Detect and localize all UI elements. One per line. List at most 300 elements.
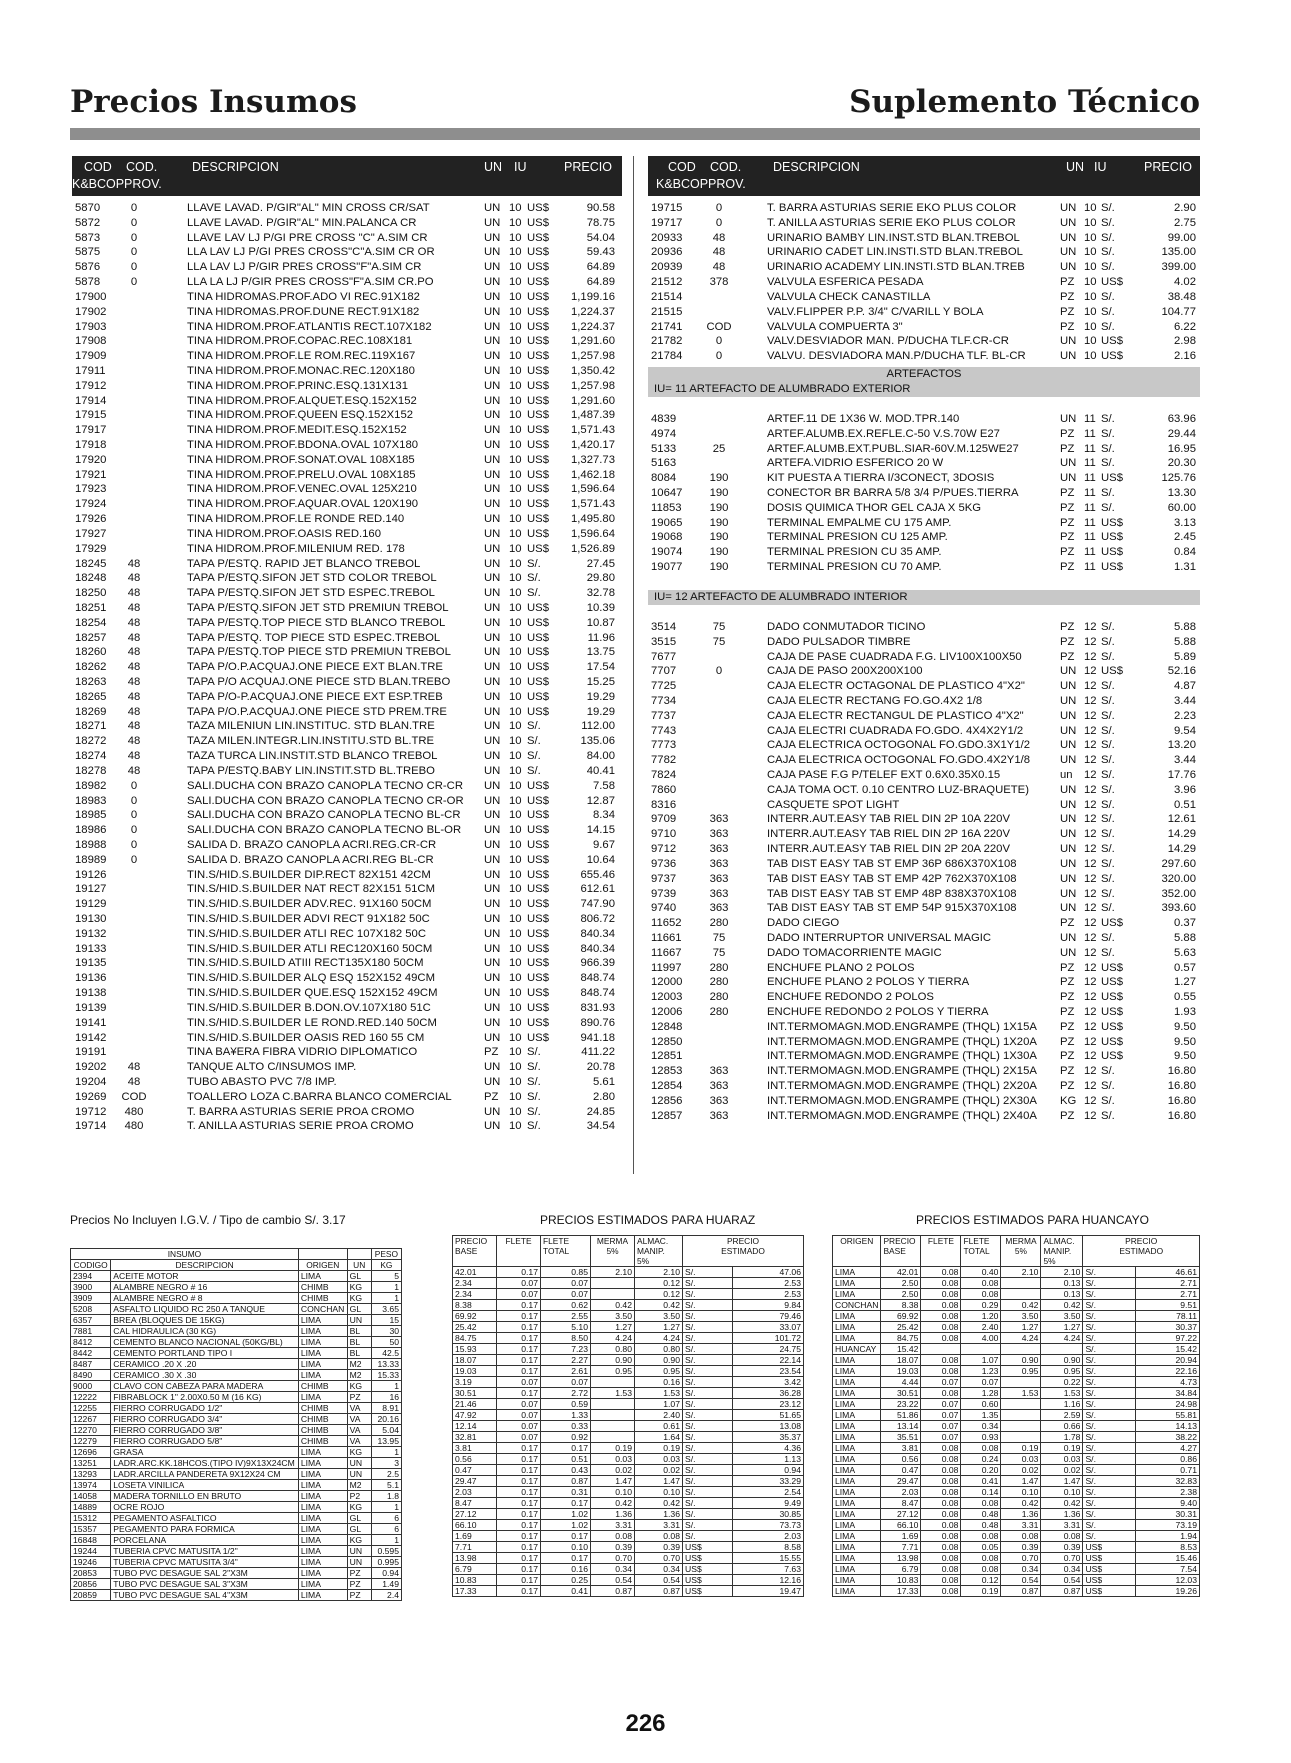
page-header	[70, 84, 1200, 129]
table-row	[648, 620, 1200, 635]
table-row	[72, 320, 622, 335]
item-code: 19204	[75, 1075, 107, 1088]
almac-cell: 0.42	[1041, 1300, 1083, 1311]
precio-base-cell: 30.51	[453, 1388, 497, 1399]
currency-cell: US$	[1083, 1564, 1135, 1575]
price: 1,462.18	[571, 468, 615, 481]
table-row	[648, 349, 1200, 364]
codigo-cell: 14889	[71, 1502, 111, 1513]
origen-cell: LIMA	[833, 1454, 881, 1465]
currency: US$	[527, 424, 549, 437]
table-row	[833, 1465, 1200, 1476]
currency: S/.	[527, 735, 541, 748]
currency: US$	[527, 290, 549, 303]
codigo-cell: 13293	[71, 1469, 111, 1480]
item-code: 7743	[651, 724, 677, 737]
unit: UN	[484, 1120, 501, 1133]
un-cell: PZ	[347, 1568, 371, 1579]
iu-code: 10	[509, 1061, 522, 1074]
un-cell: M2	[347, 1480, 371, 1491]
iu-code: 10	[509, 527, 522, 540]
merma-cell	[1001, 1344, 1041, 1355]
item-code: 12006	[651, 1006, 683, 1018]
origen-cell: LIMA	[833, 1443, 881, 1454]
currency-cell: S/.	[1083, 1355, 1135, 1366]
item-description: TERMINAL EMPALME CU 175 AMP.	[767, 516, 952, 529]
iu-code: 10	[509, 868, 522, 881]
estimado-label: ESTIMADO	[721, 1246, 765, 1256]
peso-cell: 1.8	[371, 1491, 401, 1502]
flete-cell: 0.17	[497, 1311, 541, 1322]
merma-pct-label: 5%	[606, 1246, 619, 1256]
currency: S/.	[1101, 783, 1115, 796]
flete-total-cell: 2.55	[541, 1311, 591, 1322]
precio-base-cell: 2.50	[881, 1289, 921, 1300]
item-code: 7677	[651, 650, 677, 663]
unit: UN	[484, 883, 501, 896]
provider-code: 190	[709, 561, 729, 574]
precio-base-cell: 25.42	[881, 1322, 921, 1333]
item-description: ARTEF.ALUMB.EXT.PUBL.SIAR-60V.M.125WE27	[767, 442, 1019, 455]
almac-cell: 0.03	[635, 1454, 683, 1465]
item-description: ARTEFA.VIDRIO ESFERICO 20 W	[767, 457, 944, 470]
flete-total-cell: 0.17	[541, 1531, 591, 1542]
price-rows-iu11	[648, 412, 1200, 575]
header-iu: IU	[514, 160, 527, 174]
flete-total-cell: 8.50	[541, 1333, 591, 1344]
codigo-cell: 20853	[71, 1568, 111, 1579]
origen-cell: LIMA	[298, 1447, 347, 1458]
table-row	[453, 1377, 804, 1388]
precio-base-cell: 3.81	[453, 1443, 497, 1454]
origen-cell: LIMA	[298, 1370, 347, 1381]
precio-base-cell: 8.38	[453, 1300, 497, 1311]
flete-cell: 0.17	[497, 1443, 541, 1454]
iu-code: 10	[509, 409, 522, 422]
table-row	[648, 501, 1200, 516]
item-code: 18245	[75, 557, 107, 570]
item-description: CASQUETE SPOT LIGHT	[767, 798, 900, 811]
currency: S/.	[1101, 857, 1115, 870]
unit: UN	[484, 957, 501, 970]
provider-code: 0	[130, 261, 138, 274]
table-row	[71, 1447, 402, 1458]
price: 1,420.17	[571, 439, 615, 451]
unit: UN	[1060, 946, 1077, 959]
table-row	[833, 1377, 1200, 1388]
item-code: 17927	[75, 527, 107, 540]
descripcion-cell: CEMENTO BLANCO NACIONAL (50KG/BL)	[111, 1337, 299, 1348]
item-code: 12853	[651, 1065, 683, 1078]
table-row	[648, 738, 1200, 753]
iu-code: 10	[509, 468, 522, 481]
flete-total-cell: 2.61	[541, 1366, 591, 1377]
flete-total-header	[541, 1236, 591, 1267]
currency: US$	[1101, 1006, 1123, 1018]
item-code: 18272	[75, 735, 107, 748]
currency-cell: S/.	[1083, 1333, 1135, 1344]
currency: US$	[527, 601, 549, 614]
almac-cell: 0.80	[635, 1344, 683, 1355]
currency: S/.	[1101, 754, 1115, 767]
item-description: INT.TERMOMAGN.MOD.ENGRAMPE (THQL) 2X20A	[767, 1080, 1037, 1093]
precio-base-cell: 2.34	[453, 1289, 497, 1300]
table-row	[648, 664, 1200, 679]
table-row	[648, 990, 1200, 1005]
currency: US$	[527, 913, 549, 925]
currency: S/.	[1101, 843, 1115, 856]
flete-cell: 0.17	[497, 1333, 541, 1344]
section-iu11: IU= 11 ARTEFACTO DE ALUMBRADO EXTERIOR	[648, 382, 1200, 397]
table-row	[71, 1381, 402, 1392]
provider-code: 190	[709, 516, 729, 529]
flete-cell: 0.17	[497, 1509, 541, 1520]
item-code: 12848	[651, 1020, 683, 1033]
precio-estimado-cell: 97.22	[1135, 1333, 1199, 1344]
table-row	[833, 1553, 1200, 1564]
price: 2.75	[1174, 216, 1196, 229]
currency-cell: S/.	[683, 1509, 733, 1520]
item-description: TAB DIST EASY TAB ST EMP 54P 915X370X108	[767, 902, 1017, 915]
header-prov: PROV.	[708, 177, 746, 191]
item-code: 19074	[651, 546, 683, 559]
unit: UN	[1060, 457, 1077, 470]
table-row	[833, 1289, 1200, 1300]
price: 4.87	[1174, 680, 1196, 693]
iu-code: 12	[1084, 887, 1097, 900]
precio-estimado-cell: 101.72	[732, 1333, 803, 1344]
iu-code: 10	[509, 587, 522, 600]
table-row	[453, 1454, 804, 1465]
precio-estimado-cell: 47.06	[732, 1267, 803, 1278]
merma-cell: 0.80	[591, 1344, 635, 1355]
price: 1,199.16	[571, 290, 615, 303]
iu-code: 10	[509, 350, 522, 363]
item-code: 5872	[75, 216, 101, 229]
provider-code: 75	[712, 635, 726, 648]
unit: UN	[484, 1031, 501, 1044]
peso-cell: 3.65	[371, 1304, 401, 1315]
table-row	[72, 275, 622, 290]
codigo-cell: 3909	[71, 1293, 111, 1304]
origen-cell: LIMA	[833, 1421, 881, 1432]
flete-total-cell: 0.51	[541, 1454, 591, 1465]
table-row	[453, 1333, 804, 1344]
item-description: TINA HIDROMAS.PROF.ADO VI REC.91X182	[187, 290, 420, 303]
item-description: TINA HIDROM.PROF.BDONA.OVAL 107X180	[187, 439, 419, 451]
table-row	[71, 1436, 402, 1447]
precio-base-cell: 2.34	[453, 1278, 497, 1289]
currency: S/.	[1101, 902, 1115, 915]
table-row	[648, 901, 1200, 916]
item-description: KIT PUESTA A TIERRA I/3CONECT, 3DOSIS	[767, 472, 995, 485]
provider-code: 48	[127, 690, 141, 703]
item-description: ENCHUFE REDONDO 2 POLOS	[767, 991, 934, 1004]
almac-cell: 0.34	[635, 1564, 683, 1575]
unit: UN	[484, 853, 501, 866]
flete-cell: 0.08	[921, 1542, 961, 1553]
currency: S/.	[1101, 231, 1115, 244]
iu-code: 10	[509, 1090, 522, 1103]
item-code: 12851	[651, 1050, 683, 1063]
price-rows-iu12	[648, 620, 1200, 1124]
item-code: 7773	[651, 739, 677, 752]
table-row	[648, 216, 1200, 231]
iu-code: 12	[1084, 739, 1097, 752]
precio-estimado-cell: 33.29	[732, 1476, 803, 1487]
item-description: TAZA MILENIUN LIN.INSTITUC. STD BLAN.TRE	[187, 720, 435, 733]
price: 6.22	[1174, 320, 1196, 333]
descripcion-cell: LADR.ARC.KK.18HCOS.(TIPO IV)9X13X24CM	[111, 1458, 299, 1469]
item-description: ENCHUFE REDONDO 2 POLOS Y TIERRA	[767, 1006, 989, 1018]
unit: UN	[484, 972, 501, 985]
price: 52.16	[1167, 665, 1196, 678]
table-row	[453, 1520, 804, 1531]
unit: UN	[1060, 828, 1077, 841]
item-description: CAJA ELECTR RECTANG FO.GO.4X2 1/8	[767, 694, 983, 707]
insumo-table	[70, 1248, 402, 1601]
flete-total-cell: 1.02	[541, 1509, 591, 1520]
table-row	[833, 1520, 1200, 1531]
unit: UN	[1060, 857, 1077, 870]
unit: PZ	[1060, 635, 1075, 648]
iu-code: 12	[1084, 813, 1097, 826]
precio-estimado-cell: 73.19	[1135, 1520, 1199, 1531]
iu-code: 12	[1084, 828, 1097, 841]
provider-code: 280	[709, 1006, 729, 1018]
price: 32.78	[586, 587, 615, 600]
unit: PZ	[1060, 427, 1075, 440]
provider-code: 75	[712, 946, 726, 959]
table-row	[648, 842, 1200, 857]
flete-total-cell: 0.48	[961, 1520, 1001, 1531]
currency: US$	[527, 927, 549, 940]
item-description: TIN.S/HID.S.BUILDER NAT RECT 82X151 51CM	[187, 883, 435, 896]
flete-cell: 0.08	[921, 1454, 961, 1465]
table-header	[72, 156, 622, 196]
un-cell: PZ	[347, 1392, 371, 1403]
unit: UN	[1060, 709, 1077, 722]
iu-code: 12	[1084, 724, 1097, 737]
currency: US$	[527, 542, 549, 555]
precio-estimado-cell: 4.73	[1135, 1377, 1199, 1388]
item-code: 17909	[75, 350, 107, 363]
precio-estimado-cell: 2.54	[732, 1487, 803, 1498]
item-description: T. ANILLA ASTURIAS SERIE EKO PLUS COLOR	[767, 216, 1016, 229]
currency: S/.	[1101, 798, 1115, 811]
currency: US$	[527, 453, 549, 466]
provider-code: 48	[127, 601, 141, 614]
item-description: TAPA P/O ACQUAJ.ONE PIECE STD BLAN.TREBO	[187, 676, 451, 688]
iu-code: 12	[1084, 650, 1097, 663]
blank-header	[347, 1249, 371, 1260]
codigo-cell: 19244	[71, 1546, 111, 1557]
flete-cell: 0.08	[921, 1465, 961, 1476]
iu-code: 10	[509, 1046, 522, 1059]
peso-cell: 50	[371, 1337, 401, 1348]
currency: US$	[1101, 1020, 1123, 1033]
item-description: TIN.S/HID.S.BUILDER LE ROND.RED.140 50CM	[187, 1016, 437, 1029]
descripcion-cell: ALAMBRE NEGRO # 8	[111, 1293, 299, 1304]
table-row	[833, 1542, 1200, 1553]
table-row	[648, 320, 1200, 335]
table-row	[72, 260, 622, 275]
table-row	[648, 857, 1200, 872]
iu-code: 12	[1084, 843, 1097, 856]
iu-code: 11	[1084, 561, 1096, 574]
almac-cell: 1.16	[1041, 1399, 1083, 1410]
table-row	[648, 530, 1200, 545]
price: 64.89	[586, 276, 615, 289]
unit: UN	[484, 1001, 501, 1014]
precio-base-cell: 21.46	[453, 1399, 497, 1410]
precio-estimado-cell: 8.58	[732, 1542, 803, 1553]
header-cod-prov: COD.	[710, 160, 742, 174]
table-row	[648, 260, 1200, 275]
table-row	[71, 1469, 402, 1480]
provider-code: 48	[127, 705, 141, 718]
descripcion-cell: ASFALTO LIQUIDO RC 250 A TANQUE	[111, 1304, 299, 1315]
almac-cell: 3.31	[1041, 1520, 1083, 1531]
item-code: 17911	[75, 364, 106, 377]
merma-cell: 0.87	[591, 1586, 635, 1597]
origen-cell: LIMA	[298, 1337, 347, 1348]
unit: UN	[484, 809, 501, 822]
provider-code: 75	[712, 931, 726, 944]
currency: US$	[527, 646, 549, 659]
currency: US$	[527, 1031, 549, 1044]
unit: UN	[484, 735, 501, 748]
descripcion-cell: CERAMICO .20 X .20	[111, 1359, 299, 1370]
flete-label: FLETE	[963, 1236, 990, 1246]
provider-code: 363	[709, 887, 729, 900]
descripcion-cell: CEMENTO PORTLAND TIPO I	[111, 1348, 299, 1359]
item-code: 12003	[651, 991, 683, 1004]
flete-cell: 0.07	[497, 1377, 541, 1388]
unit: UN	[484, 1016, 501, 1029]
table-row	[71, 1337, 402, 1348]
precio-estimado-cell: 9.84	[732, 1300, 803, 1311]
unit: PZ	[484, 1090, 499, 1103]
currency: US$	[527, 216, 549, 229]
origen-cell: LIMA	[833, 1542, 881, 1553]
origen-cell: CHIMB	[298, 1293, 347, 1304]
item-description: TINA HIDROM.PROF.OASIS RED.160	[187, 527, 381, 540]
item-description: TERMINAL PRESION CU 125 AMP.	[767, 531, 948, 544]
table-row	[72, 438, 622, 453]
almac-cell: 0.13	[1041, 1289, 1083, 1300]
iu-code: 10	[509, 542, 522, 555]
provider-code: 48	[127, 587, 141, 600]
peso-cell: 1	[371, 1381, 401, 1392]
huaraz-title: PRECIOS ESTIMADOS PARA HUARAZ	[540, 1213, 756, 1227]
price: 2.98	[1174, 335, 1196, 348]
price: 10.87	[586, 616, 615, 629]
currency: US$	[1101, 961, 1123, 974]
price: 125.76	[1161, 472, 1196, 485]
almac-cell: 1.53	[1041, 1388, 1083, 1399]
currency: US$	[527, 690, 549, 703]
origen-cell: LIMA	[833, 1520, 881, 1531]
provider-code: 280	[709, 961, 729, 974]
table-row	[72, 1060, 622, 1075]
provider-code: 363	[709, 1065, 729, 1078]
item-description: TINA HIDROM.PROF.VENEC.OVAL 125X210	[187, 483, 417, 496]
item-code: 21514	[651, 290, 683, 303]
codigo-cell: 9000	[71, 1381, 111, 1392]
flete-cell: 0.08	[921, 1586, 961, 1597]
currency: US$	[527, 527, 549, 540]
currency: US$	[527, 320, 549, 333]
item-code: 19065	[651, 516, 683, 529]
iu-code: 12	[1084, 1006, 1097, 1018]
item-description: INTERR.AUT.EASY TAB RIEL DIN 2P 20A 220V	[767, 843, 1010, 856]
precio-estimado-cell: 22.16	[1135, 1366, 1199, 1377]
unit: UN	[484, 601, 501, 614]
iu-code: 10	[509, 557, 522, 570]
iu-code: 10	[509, 927, 522, 940]
iu-code: 12	[1084, 1109, 1097, 1122]
table-row	[72, 542, 622, 557]
table-row	[72, 1001, 622, 1016]
price: 1,224.37	[571, 320, 615, 333]
iu-code: 12	[1084, 902, 1097, 915]
table-row	[72, 379, 622, 394]
provider-code: 363	[709, 857, 729, 870]
total-label: TOTAL	[963, 1246, 990, 1256]
iu-code: 10	[509, 601, 522, 614]
almac-cell: 0.95	[1041, 1366, 1083, 1377]
price: 840.34	[580, 942, 615, 955]
provider-code: 48	[127, 750, 141, 763]
currency-cell: S/.	[1083, 1311, 1135, 1322]
almac-header	[1041, 1236, 1083, 1267]
unit: UN	[484, 631, 501, 644]
currency: US$	[527, 883, 549, 896]
item-code: 19191	[75, 1046, 107, 1059]
unit: UN	[484, 453, 501, 466]
precio-base-cell: 13.14	[881, 1421, 921, 1432]
origen-cell: LIMA	[833, 1553, 881, 1564]
currency-cell: S/.	[1083, 1377, 1135, 1388]
item-code: 17926	[75, 513, 107, 526]
merma-cell: 1.47	[1001, 1476, 1041, 1487]
precio-base-cell: 0.47	[453, 1465, 497, 1476]
precio-base-cell: 27.12	[881, 1509, 921, 1520]
item-description: DOSIS QUIMICA THOR GEL CAJA X 5KG	[767, 501, 982, 514]
table-row	[833, 1443, 1200, 1454]
peso-cell: 8.91	[371, 1403, 401, 1414]
iu-code: 10	[509, 942, 522, 955]
currency: S/.	[1101, 1109, 1115, 1122]
iu-code: 10	[509, 320, 522, 333]
provider-code: 48	[127, 616, 141, 629]
merma-cell: 2.10	[591, 1267, 635, 1278]
item-code: 18248	[75, 572, 107, 585]
item-code: 19068	[651, 531, 683, 544]
origen-cell: LIMA	[298, 1348, 347, 1359]
price: 9.50	[1174, 1035, 1196, 1048]
item-description: TIN.S/HID.S.BUILD ATIII RECT135X180 50CM	[187, 957, 424, 970]
almac-cell: 0.34	[1041, 1564, 1083, 1575]
item-code: 18986	[75, 824, 107, 837]
descripcion-cell: BREA (BLOQUES DE 15KG)	[111, 1315, 299, 1326]
currency-cell: S/.	[683, 1289, 733, 1300]
provider-code: 190	[709, 531, 729, 544]
item-description: TIN.S/HID.S.BUILDER ATLI REC 107X182 50C	[187, 927, 426, 940]
precio-estimado-cell: 19.26	[1135, 1586, 1199, 1597]
precio-estimado-cell: 2.53	[732, 1278, 803, 1289]
